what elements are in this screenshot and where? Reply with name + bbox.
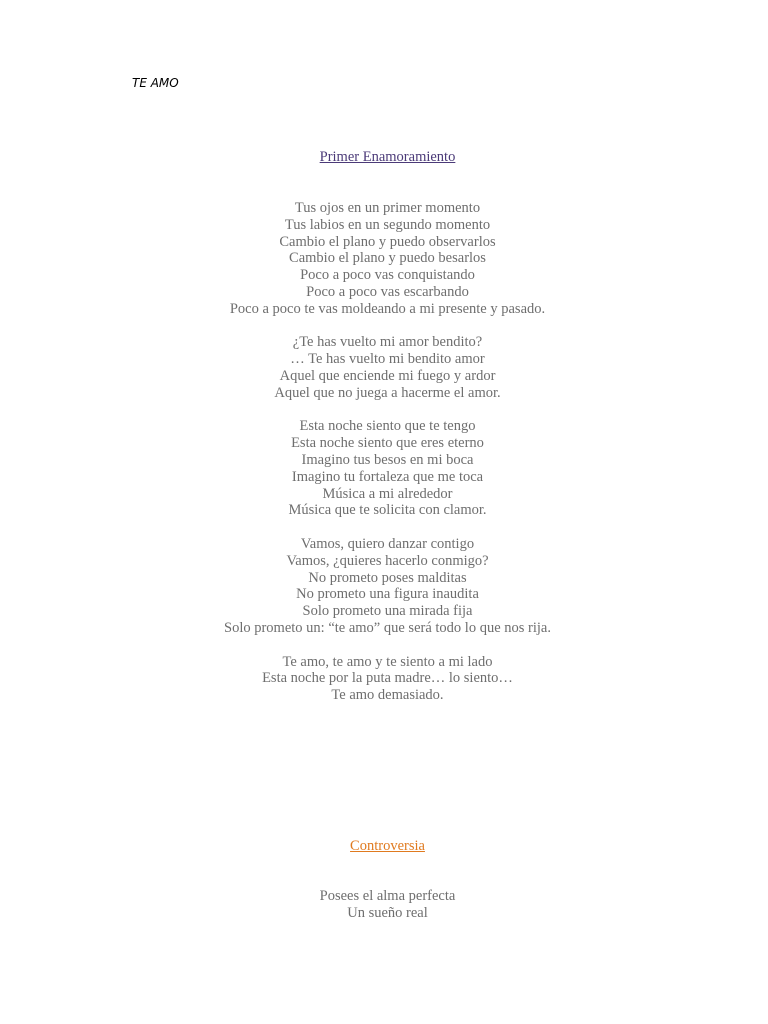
poem-line: Poco a poco vas escarbando <box>306 283 469 300</box>
stanza <box>0 888 768 922</box>
poem-line: Música que te solicita con clamor. <box>288 502 487 519</box>
stanza <box>0 418 768 519</box>
poem-line: Imagino tus besos en mi boca <box>301 451 474 468</box>
poem-line: Tus labios en un segundo momento <box>284 216 491 233</box>
poem-line: Te amo, te amo y te siento a mi lado <box>282 653 493 670</box>
poem-line: Esta noche siento que eres eterno <box>291 435 484 452</box>
poem-line: ¿Te has vuelto mi amor bendito? <box>292 334 483 351</box>
poem-line: Aquel que no juega a hacerme el amor. <box>274 384 501 401</box>
poem-line: Aquel que enciende mi fuego y ardor <box>279 367 496 384</box>
poem-title-primer-enamoramiento: Primer Enamoramiento <box>319 149 456 165</box>
poem-line: Esta noche siento que te tengo <box>299 418 476 435</box>
poem-line: Vamos, ¿quieres hacerlo conmigo? <box>286 552 489 569</box>
poem-line: Poco a poco vas conquistando <box>300 267 475 284</box>
poem-line: Música a mi alrededor <box>322 485 453 502</box>
stanza <box>0 654 768 704</box>
poem-line: Cambio el plano y puedo observarlos <box>279 233 496 250</box>
document-title: TE AMO <box>132 76 179 90</box>
poem-line: Cambio el plano y puedo besarlos <box>289 250 486 267</box>
stanza <box>0 200 768 318</box>
stanza <box>0 536 768 637</box>
poem-body-controversia <box>0 888 768 938</box>
poem-line: No prometo una figura inaudita <box>296 586 479 603</box>
poem-line: Un sueño real <box>347 904 428 921</box>
poem-line: Esta noche por la puta madre… lo siento… <box>262 670 513 687</box>
poem-line: … Te has vuelto mi bendito amor <box>290 351 485 368</box>
poem-line: Imagino tu fortaleza que me toca <box>291 468 484 485</box>
poem-line: Solo prometo un: “te amo” que será todo lo que nos rija. <box>224 619 551 636</box>
poem-line: Poco a poco te vas moldeando a mi presente y pasado. <box>229 300 546 317</box>
stanza <box>0 334 768 401</box>
poem-title-controversia: Controversia <box>350 838 425 854</box>
poem-line: Solo prometo una mirada fija <box>302 603 473 620</box>
poem-line: Posees el alma perfecta <box>319 888 456 904</box>
poem-line: Te amo demasiado. <box>331 687 444 704</box>
poem-line: Tus ojos en un primer momento <box>294 200 481 216</box>
poem-line: Vamos, quiero danzar contigo <box>300 535 475 552</box>
poem-body-primer-enamoramiento <box>0 200 768 721</box>
poem-line: No prometo poses malditas <box>308 569 467 586</box>
